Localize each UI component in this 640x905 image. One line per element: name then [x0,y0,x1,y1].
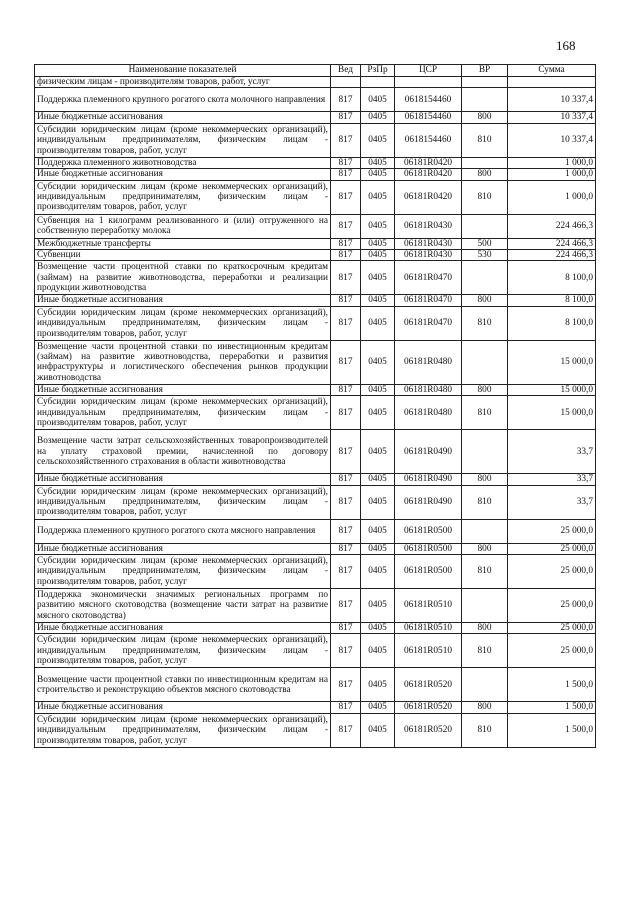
table-row [35,112,596,123]
table-row [35,702,596,713]
amount-cell: 1 500,0 [508,713,596,747]
table-row [35,306,596,340]
rzpr-cell: 0405 [361,250,395,261]
name-cell: Возмещение части процентной ставки по краткосрочным кредитам (займам) на развитие животноводства, переработки и реализации продукции животноводства [35,261,331,295]
name-cell: Возмещение части процентной ставки по инвестиционным кредитам (займам) на развитие животноводства, переработки и развития инфраструктуры и логистического обеспечения рынков продукции животноводства [35,340,331,384]
rzpr-cell: 0405 [361,396,395,430]
table-row [35,474,596,485]
ved-cell: 817 [331,485,361,519]
name-cell: Субсидии юридическим лицам (кроме некоммерческих организаций), индивидуальным предпринимателям, физическим лицам - производителям товаров, работ, услуг [35,180,331,214]
ved-cell: 817 [331,519,361,543]
rzpr-cell: 0405 [361,430,395,474]
vr-cell [462,214,508,238]
ved-cell: 817 [331,543,361,554]
vr-cell [462,88,508,112]
amount-cell: 25 000,0 [508,555,596,589]
ved-cell: 817 [331,702,361,713]
name-cell: Иные бюджетные ассигнования [35,623,331,634]
rzpr-cell: 0405 [361,474,395,485]
table-header [35,65,596,77]
csr-cell: 06181R0490 [395,485,462,519]
rzpr-cell: 0405 [361,238,395,249]
vr-cell: 800 [462,543,508,554]
name-cell: Субсидии юридическим лицам (кроме некоммерческих организаций), индивидуальным предпринимателям, физическим лицам - производителям товаров, работ, услуг [35,555,331,589]
vr-cell: 810 [462,396,508,430]
csr-cell: 06181R0510 [395,589,462,623]
name-cell: Иные бюджетные ассигнования [35,384,331,395]
ved-cell: 817 [331,396,361,430]
amount-cell: 25 000,0 [508,519,596,543]
ved-cell: 817 [331,295,361,306]
amount-cell: 15 000,0 [508,396,596,430]
name-cell: Иные бюджетные ассигнования [35,474,331,485]
csr-cell: 06181R0420 [395,157,462,168]
ved-cell: 817 [331,112,361,123]
column-header-csr: ЦСР [395,65,462,77]
name-cell: Возмещение части затрат сельскохозяйственных товаропроизводителей на уплату страховой премии, начисленной по договору сельскохозяйственного страхования в области животноводства [35,430,331,474]
page-number: 168 [556,38,576,53]
table-row [35,88,596,112]
table-row [35,238,596,249]
column-header-amount: Сумма [508,65,596,77]
name-cell: Возмещение части процентной ставки по инвестиционным кредитам на строительство и реконструкцию объектов мясного скотоводства [35,668,331,702]
name-cell: Субсидии юридическим лицам (кроме некоммерческих организаций), индивидуальным предпринимателям, физическим лицам - производителям товаров, работ, услуг [35,123,331,157]
vr-cell [462,589,508,623]
vr-cell: 800 [462,112,508,123]
table-body [35,77,596,748]
ved-cell: 817 [331,340,361,384]
vr-cell: 800 [462,169,508,180]
csr-cell: 06181R0500 [395,519,462,543]
csr-cell: 06181R0480 [395,340,462,384]
vr-cell: 810 [462,123,508,157]
name-cell: Поддержка племенного крупного рогатого скота молочного направления [35,88,331,112]
rzpr-cell: 0405 [361,169,395,180]
rzpr-cell: 0405 [361,623,395,634]
amount-cell: 33,7 [508,485,596,519]
vr-cell: 500 [462,238,508,249]
name-cell: Субсидии юридическим лицам (кроме некоммерческих организаций), индивидуальным предпринимателям, физическим лицам - производителям товаров, работ, услуг [35,306,331,340]
vr-cell [462,430,508,474]
csr-cell: 0618154460 [395,123,462,157]
vr-cell: 810 [462,485,508,519]
vr-cell [462,668,508,702]
table-row [35,157,596,168]
name-cell: Иные бюджетные ассигнования [35,702,331,713]
table-row [35,543,596,554]
vr-cell: 810 [462,634,508,668]
rzpr-cell: 0405 [361,702,395,713]
amount-cell: 25 000,0 [508,589,596,623]
csr-cell: 06181R0420 [395,180,462,214]
vr-cell: 810 [462,713,508,747]
csr-cell [395,77,462,88]
table-row [35,555,596,589]
amount-cell: 15 000,0 [508,340,596,384]
csr-cell: 06181R0470 [395,295,462,306]
rzpr-cell [361,77,395,88]
table-row [35,250,596,261]
csr-cell: 0618154460 [395,112,462,123]
ved-cell: 817 [331,261,361,295]
rzpr-cell: 0405 [361,384,395,395]
rzpr-cell: 0405 [361,112,395,123]
table-row [35,295,596,306]
table-row [35,634,596,668]
table-row [35,519,596,543]
vr-cell: 810 [462,180,508,214]
rzpr-cell: 0405 [361,123,395,157]
name-cell: Поддержка племенного животноводства [35,157,331,168]
vr-cell: 800 [462,295,508,306]
amount-cell: 10 337,4 [508,88,596,112]
rzpr-cell: 0405 [361,214,395,238]
amount-cell: 10 337,4 [508,123,596,157]
vr-cell: 800 [462,474,508,485]
rzpr-cell: 0405 [361,180,395,214]
rzpr-cell: 0405 [361,157,395,168]
csr-cell: 06181R0480 [395,384,462,395]
amount-cell: 8 100,0 [508,295,596,306]
table-row [35,384,596,395]
csr-cell: 06181R0470 [395,261,462,295]
table-row [35,396,596,430]
amount-cell: 10 337,4 [508,112,596,123]
name-cell: Иные бюджетные ассигнования [35,543,331,554]
vr-cell: 800 [462,702,508,713]
table-row [35,180,596,214]
name-cell: физическим лицам - производителям товаров, работ, услуг [35,77,331,88]
csr-cell: 06181R0500 [395,543,462,554]
amount-cell: 8 100,0 [508,306,596,340]
csr-cell: 06181R0490 [395,474,462,485]
csr-cell: 06181R0500 [395,555,462,589]
rzpr-cell: 0405 [361,261,395,295]
rzpr-cell: 0405 [361,295,395,306]
table-row [35,214,596,238]
csr-cell: 06181R0510 [395,623,462,634]
csr-cell: 06181R0520 [395,668,462,702]
ved-cell [331,77,361,88]
name-cell: Субвенция на 1 килограмм реализованного и (или) отгруженного на собственную переработку молока [35,214,331,238]
vr-cell [462,261,508,295]
vr-cell [462,77,508,88]
vr-cell: 800 [462,623,508,634]
amount-cell: 15 000,0 [508,384,596,395]
vr-cell: 810 [462,555,508,589]
name-cell: Субсидии юридическим лицам (кроме некоммерческих организаций), индивидуальным предпринимателям, физическим лицам - производителям товаров, работ, услуг [35,485,331,519]
ved-cell: 817 [331,238,361,249]
ved-cell: 817 [331,713,361,747]
ved-cell: 817 [331,157,361,168]
rzpr-cell: 0405 [361,668,395,702]
ved-cell: 817 [331,123,361,157]
vr-cell: 530 [462,250,508,261]
ved-cell: 817 [331,634,361,668]
csr-cell: 06181R0520 [395,702,462,713]
table-row [35,123,596,157]
csr-cell: 0618154460 [395,88,462,112]
amount-cell: 33,7 [508,430,596,474]
name-cell: Иные бюджетные ассигнования [35,169,331,180]
header-row [35,65,596,77]
csr-cell: 06181R0510 [395,634,462,668]
ved-cell: 817 [331,169,361,180]
rzpr-cell: 0405 [361,543,395,554]
csr-cell: 06181R0430 [395,238,462,249]
rzpr-cell: 0405 [361,713,395,747]
ved-cell: 817 [331,623,361,634]
name-cell: Иные бюджетные ассигнования [35,112,331,123]
csr-cell: 06181R0430 [395,214,462,238]
table-row [35,623,596,634]
amount-cell: 224 466,3 [508,250,596,261]
rzpr-cell: 0405 [361,519,395,543]
column-header-vr: ВР [462,65,508,77]
table-row [35,668,596,702]
amount-cell: 33,7 [508,474,596,485]
amount-cell: 224 466,3 [508,238,596,249]
ved-cell: 817 [331,555,361,589]
ved-cell: 817 [331,589,361,623]
amount-cell [508,77,596,88]
csr-cell: 06181R0430 [395,250,462,261]
table-row [35,77,596,88]
name-cell: Субсидии юридическим лицам (кроме некоммерческих организаций), индивидуальным предпринимателям, физическим лицам - производителям товаров, работ, услуг [35,396,331,430]
ved-cell: 817 [331,430,361,474]
name-cell: Субсидии юридическим лицам (кроме некоммерческих организаций), индивидуальным предпринимателям, физическим лицам - производителям товаров, работ, услуг [35,713,331,747]
name-cell: Иные бюджетные ассигнования [35,295,331,306]
table-row [35,169,596,180]
name-cell: Поддержка экономически значимых региональных программ по развитию мясного скотоводства (возмещение части затрат на развитие мясного скотоводства) [35,589,331,623]
vr-cell [462,157,508,168]
column-header-name: Наименование показателей [35,65,331,77]
rzpr-cell: 0405 [361,485,395,519]
csr-cell: 06181R0420 [395,169,462,180]
rzpr-cell: 0405 [361,555,395,589]
vr-cell: 810 [462,306,508,340]
amount-cell: 1 000,0 [508,169,596,180]
name-cell: Межбюджетные трансферты [35,238,331,249]
ved-cell: 817 [331,668,361,702]
table-row [35,261,596,295]
ved-cell: 817 [331,384,361,395]
rzpr-cell: 0405 [361,88,395,112]
vr-cell [462,519,508,543]
amount-cell: 224 466,3 [508,214,596,238]
table-row [35,713,596,747]
ved-cell: 817 [331,180,361,214]
rzpr-cell: 0405 [361,340,395,384]
amount-cell: 8 100,0 [508,261,596,295]
rzpr-cell: 0405 [361,306,395,340]
amount-cell: 1 000,0 [508,180,596,214]
ved-cell: 817 [331,214,361,238]
amount-cell: 1 500,0 [508,702,596,713]
csr-cell: 06181R0520 [395,713,462,747]
budget-table [34,64,596,748]
amount-cell: 25 000,0 [508,543,596,554]
ved-cell: 817 [331,474,361,485]
csr-cell: 06181R0480 [395,396,462,430]
rzpr-cell: 0405 [361,634,395,668]
ved-cell: 817 [331,250,361,261]
name-cell: Субвенции [35,250,331,261]
csr-cell: 06181R0490 [395,430,462,474]
table-row [35,485,596,519]
table-row [35,430,596,474]
vr-cell: 800 [462,384,508,395]
amount-cell: 25 000,0 [508,623,596,634]
ved-cell: 817 [331,88,361,112]
rzpr-cell: 0405 [361,589,395,623]
amount-cell: 25 000,0 [508,634,596,668]
table-row [35,589,596,623]
amount-cell: 1 500,0 [508,668,596,702]
amount-cell: 1 000,0 [508,157,596,168]
ved-cell: 817 [331,306,361,340]
table-row [35,340,596,384]
column-header-rzpr: РзПр [361,65,395,77]
column-header-ved: Вед [331,65,361,77]
name-cell: Поддержка племенного крупного рогатого скота мясного направления [35,519,331,543]
vr-cell [462,340,508,384]
name-cell: Субсидии юридическим лицам (кроме некоммерческих организаций), индивидуальным предпринимателям, физическим лицам - производителям товаров, работ, услуг [35,634,331,668]
csr-cell: 06181R0470 [395,306,462,340]
